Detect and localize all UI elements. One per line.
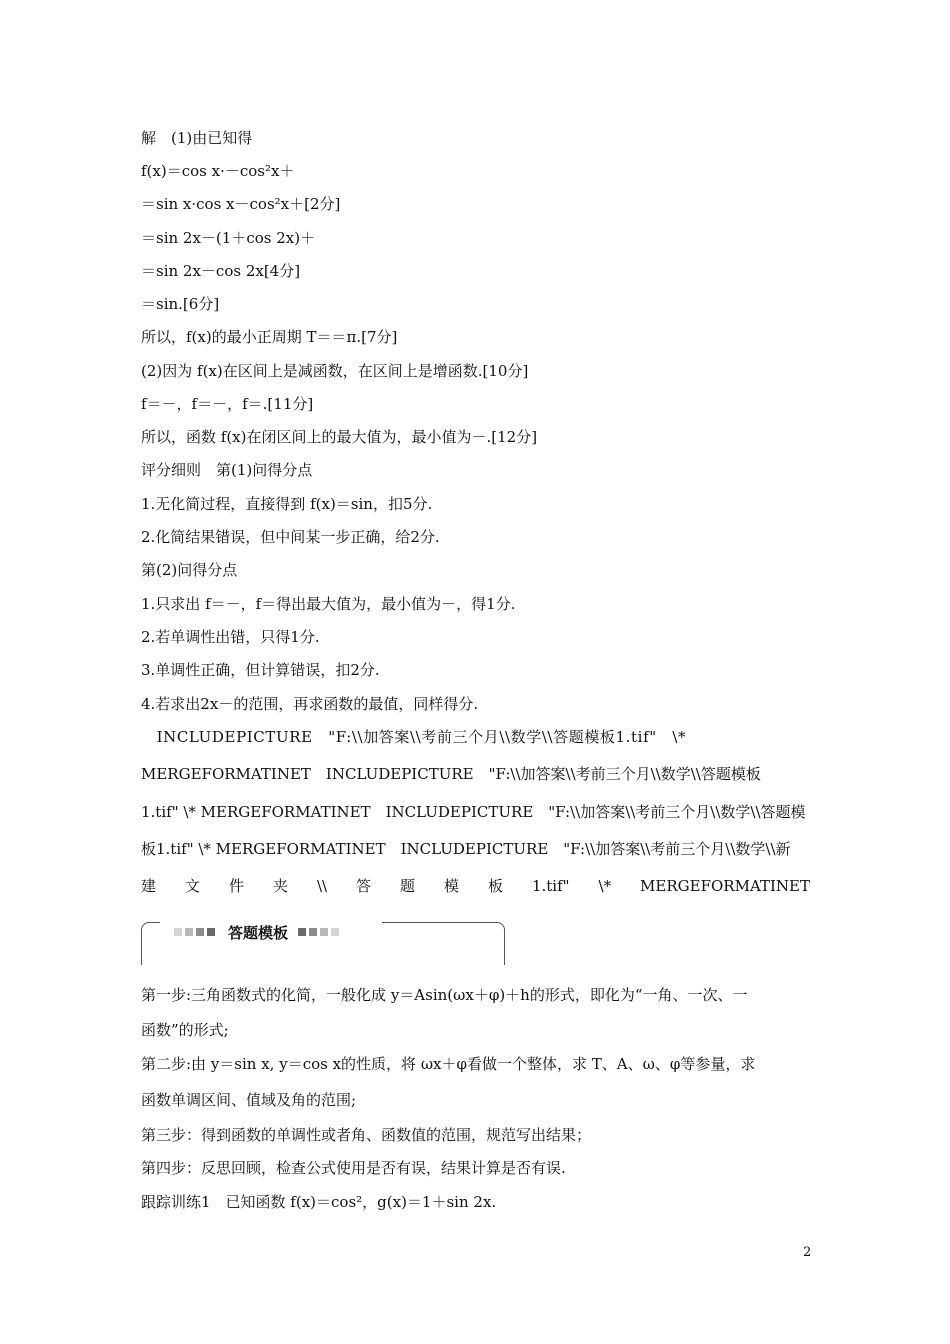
solution-line-3: ＝sin x·cos x－cos²x＋[2分] xyxy=(141,195,341,213)
field-word: \\ xyxy=(316,877,328,895)
solution-line-7: 所以，f(x)的最小正周期 T＝＝π.[7分] xyxy=(141,328,398,346)
solution-line-10: 所以，函数 f(x)在闭区间上的最大值为，最小值为－.[12分] xyxy=(141,428,538,446)
field-word: 答 xyxy=(356,877,372,895)
field-word: 模 xyxy=(443,877,459,895)
grading-point: 1.无化简过程，直接得到 f(x)＝sin，扣5分. xyxy=(141,495,433,513)
field-code-line: INCLUDEPICTURE "F:\\加答案\\考前三个月\\数学\\答题模板1.tif" \* xyxy=(141,728,687,746)
field-word: 板 xyxy=(487,877,503,895)
step-1-line-2: 函数”的形式; xyxy=(141,1021,229,1039)
field-word: 件 xyxy=(228,877,244,895)
solution-line-9: f＝－，f＝－，f＝.[11分] xyxy=(141,395,314,413)
template-header xyxy=(168,920,348,944)
solution-line-2: f(x)＝cos x·－cos²x＋ xyxy=(141,162,295,180)
step-4: 第四步：反思回顾，检查公式使用是否有误，结果计算是否有误. xyxy=(141,1159,566,1177)
field-word: 夹 xyxy=(272,877,288,895)
field-code-line-justified xyxy=(141,876,810,896)
field-code-line: 1.tif" \* MERGEFORMATINET INCLUDEPICTURE "F:\\加答案\\考前三个月\\数学\\答题模 xyxy=(141,803,806,821)
field-word: 建 xyxy=(141,877,157,895)
template-title: 答题模板 xyxy=(228,923,289,942)
square-decoration-icon xyxy=(298,928,306,936)
square-decoration-icon xyxy=(331,928,339,936)
solution-line-6: ＝sin.[6分] xyxy=(141,295,220,313)
solution-line-5: ＝sin 2x－cos 2x[4分] xyxy=(141,262,301,280)
grading-point: 3.单调性正确，但计算错误，扣2分. xyxy=(141,661,380,679)
exercise-prompt: 跟踪训练1 已知函数 f(x)＝cos²，g(x)＝1＋sin 2x. xyxy=(141,1193,497,1211)
grading-point: 2.化简结果错误，但中间某一步正确，给2分. xyxy=(141,528,440,546)
grading-heading-2: 第(2)问得分点 xyxy=(141,561,238,579)
grading-point: 2.若单调性出错，只得1分. xyxy=(141,628,320,646)
field-word: MERGEFORMATINET xyxy=(640,877,810,895)
field-code-line: 板1.tif" \* MERGEFORMATINET INCLUDEPICTURE "F:\\加答案\\考前三个月\\数学\\新 xyxy=(141,840,791,858)
step-1-line-1: 第一步:三角函数式的化简，一般化成 y＝Asin(ωx＋φ)＋h的形式，即化为“一角、一次、一 xyxy=(141,986,748,1004)
square-decoration-icon xyxy=(320,928,328,936)
field-word: 1.tif" xyxy=(531,877,570,895)
step-2-line-2: 函数单调区间、值域及角的范围; xyxy=(141,1091,357,1109)
page-number: 2 xyxy=(803,1245,812,1260)
field-word: 题 xyxy=(400,877,416,895)
step-3: 第三步：得到函数的单调性或者角、函数值的范围，规范写出结果； xyxy=(141,1126,592,1144)
grading-point: 4.若求出2x－的范围，再求函数的最值，同样得分. xyxy=(141,695,479,713)
grading-heading-1: 评分细则 第(1)问得分点 xyxy=(141,461,313,479)
square-decoration-icon xyxy=(196,928,204,936)
square-decoration-icon xyxy=(309,928,317,936)
field-code-line: MERGEFORMATINET INCLUDEPICTURE "F:\\加答案\\考前三个月\\数学\\答题模板 xyxy=(141,765,761,783)
square-decoration-icon xyxy=(174,928,182,936)
field-word: \* xyxy=(598,877,612,895)
grading-point: 1.只求出 f＝－，f＝得出最大值为，最小值为－，得1分. xyxy=(141,595,516,613)
field-word: 文 xyxy=(184,877,200,895)
solution-line-1: 解 (1)由已知得 xyxy=(141,129,253,147)
square-decoration-icon xyxy=(207,928,215,936)
step-2-line-1: 第二步:由 y＝sin x, y＝cos x的性质，将 ωx＋φ看做一个整体，求 T、A、ω、φ等参量，求 xyxy=(141,1055,756,1073)
solution-line-8: (2)因为 f(x)在区间上是减函数，在区间上是增函数.[10分] xyxy=(141,362,529,380)
solution-line-4: ＝sin 2x－(1＋cos 2x)＋ xyxy=(141,229,316,247)
square-decoration-icon xyxy=(185,928,193,936)
